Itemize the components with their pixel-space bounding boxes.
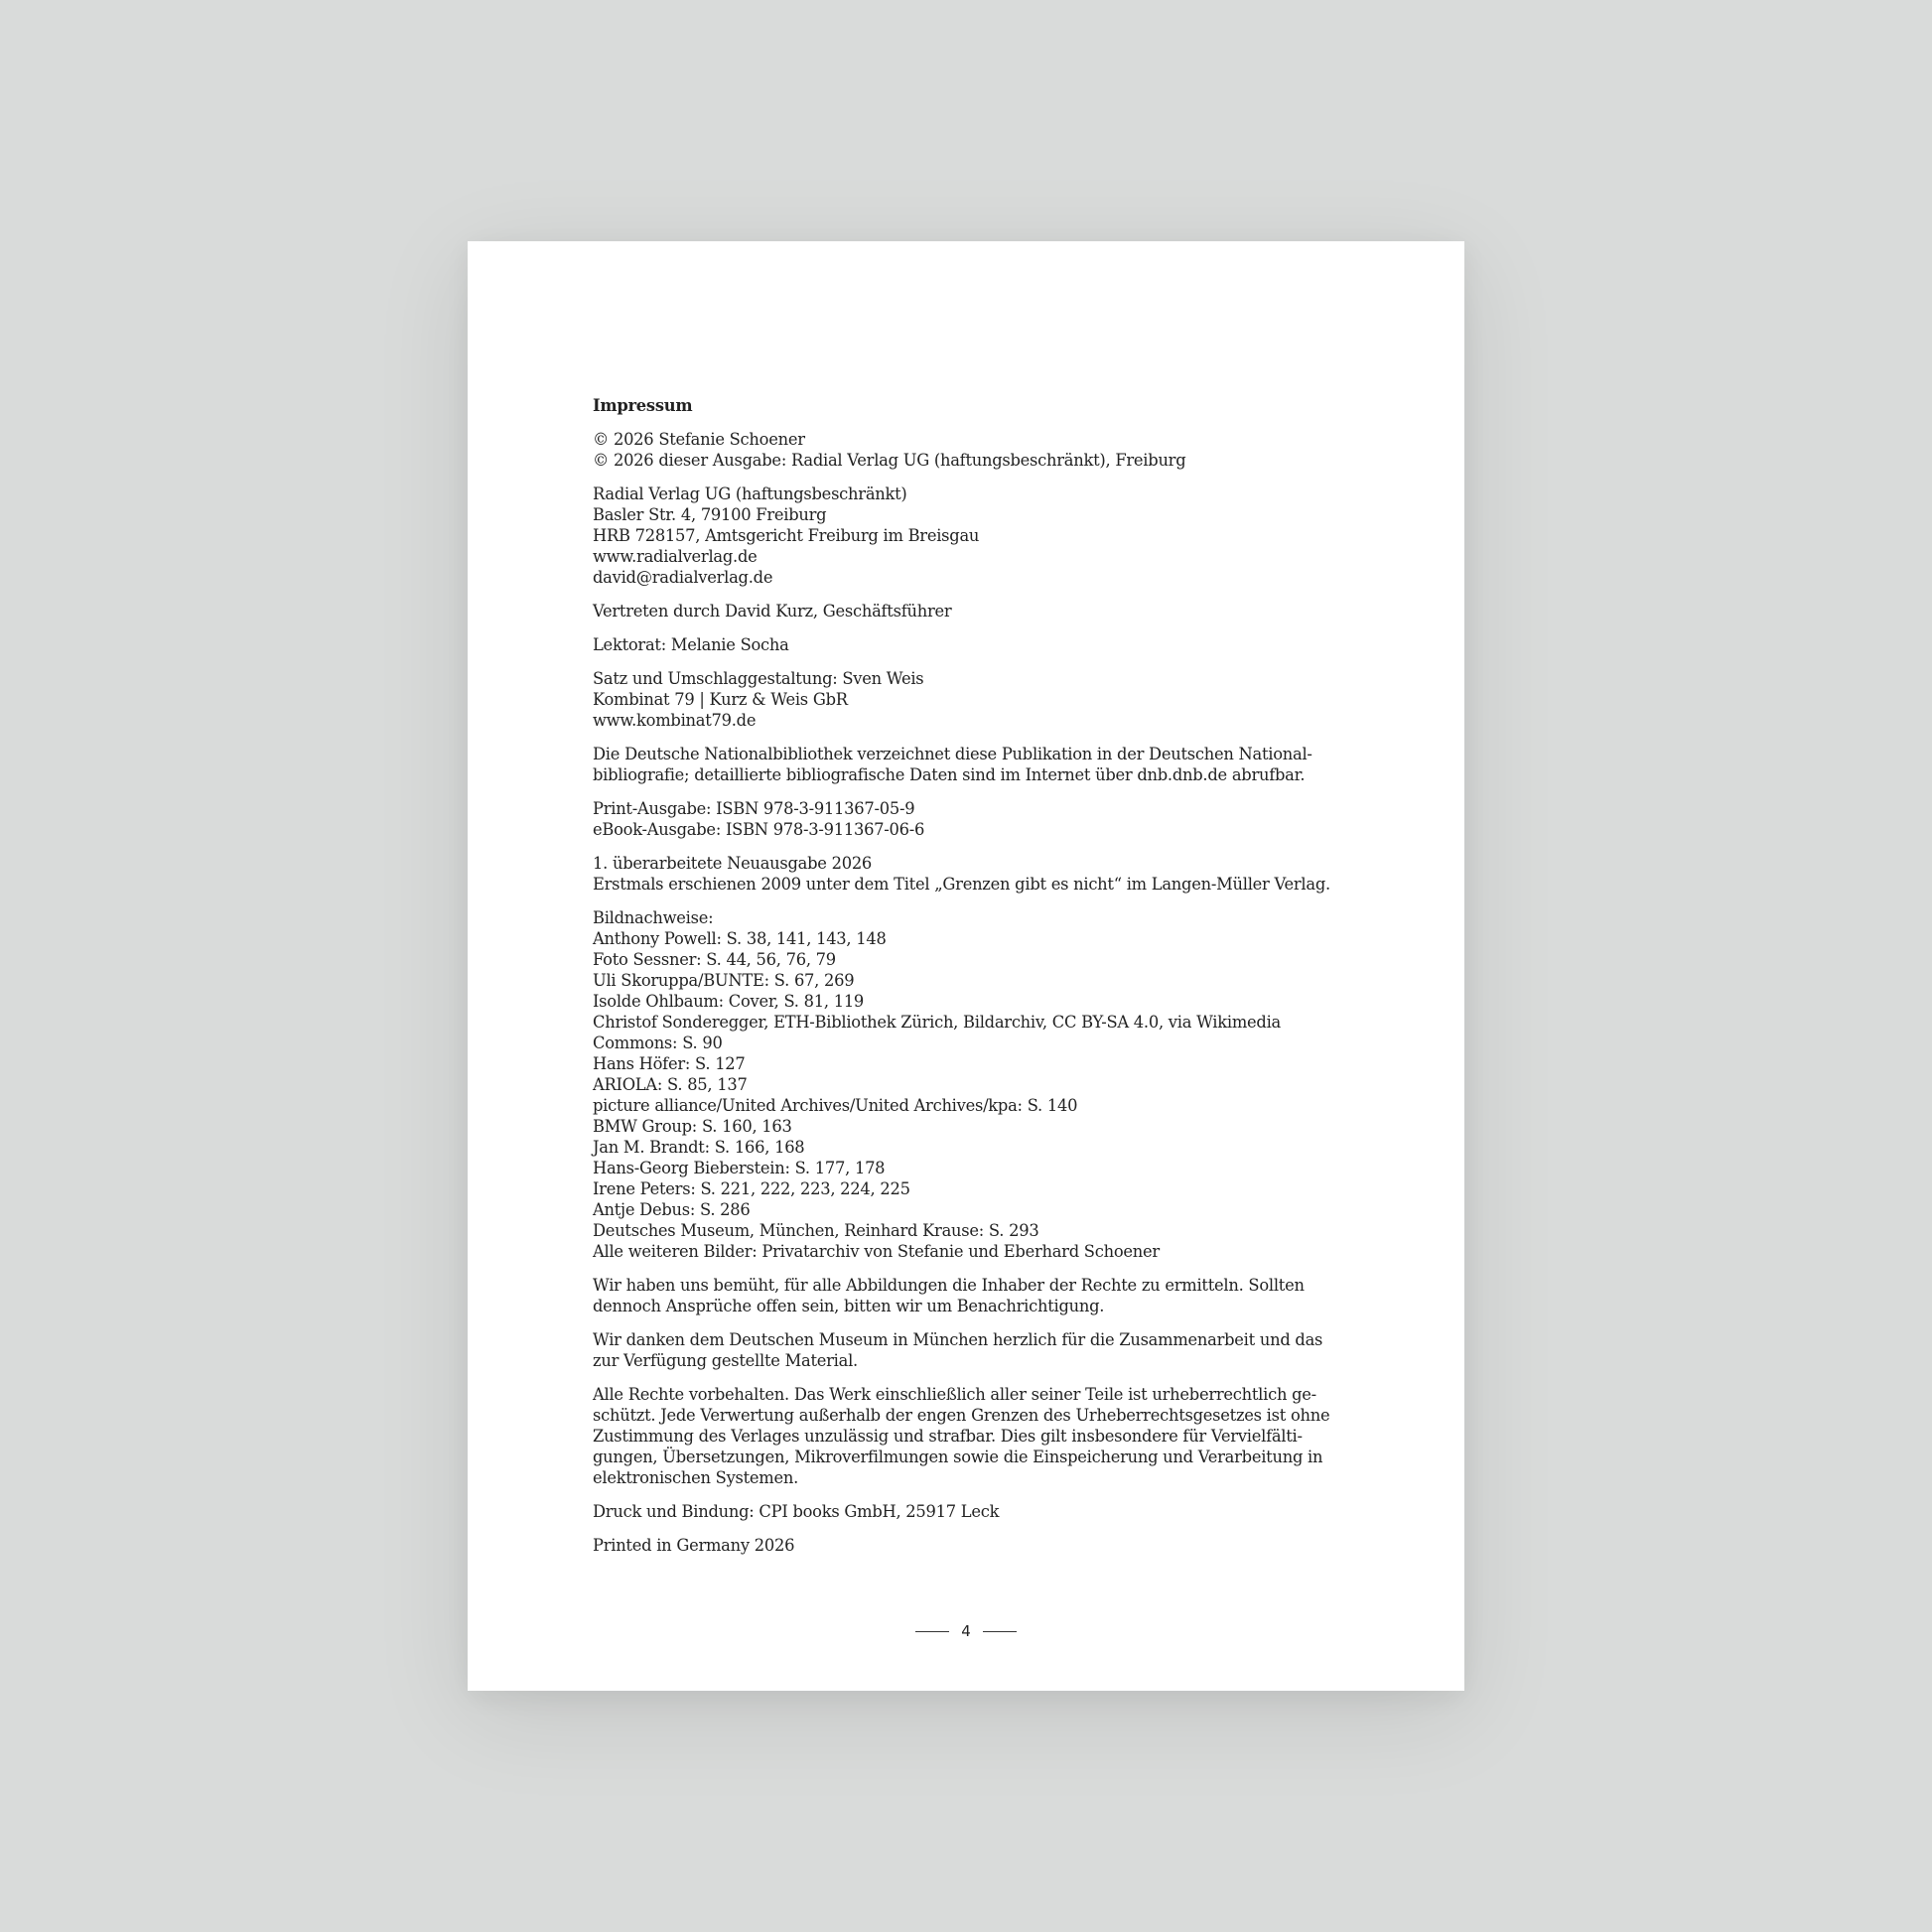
printed-in-line: Printed in Germany 2026 xyxy=(593,1536,795,1555)
credit-line: picture alliance/United Archives/United Archives/kpa: S. 140 xyxy=(593,1096,1078,1115)
credit-line: Isolde Ohlbaum: Cover, S. 81, 119 xyxy=(593,992,865,1011)
all-rights-line: schützt. Jede Verwertung außerhalb der engen Grenzen des Urheberrechtsgesetzes ist ohne xyxy=(593,1406,1330,1425)
design-line: Satz und Umschlaggestaltung: Sven Weis xyxy=(593,669,924,688)
all-rights-notice xyxy=(593,1384,1377,1488)
isbn-line: eBook-Ausgabe: ISBN 978-3-911367-06-6 xyxy=(593,820,925,839)
printed-in xyxy=(593,1535,1377,1556)
thanks-note xyxy=(593,1329,1377,1371)
rights-note-line: dennoch Ansprüche offen sein, bitten wir um Benachrichtigung. xyxy=(593,1297,1105,1315)
publisher-address: Basler Str. 4, 79100 Freiburg xyxy=(593,505,827,524)
represented-line: Vertreten durch David Kurz, Geschäftsführer xyxy=(593,602,952,621)
rights-note xyxy=(593,1275,1377,1316)
page-number-rule-left xyxy=(915,1631,949,1632)
copyright-block xyxy=(593,429,1377,471)
credit-line: BMW Group: S. 160, 163 xyxy=(593,1117,792,1136)
credit-line: Commons: S. 90 xyxy=(593,1034,723,1052)
design-credit xyxy=(593,668,1377,731)
editing-credit xyxy=(593,634,1377,655)
thanks-line: Wir danken dem Deutschen Museum in München herzlich für die Zusammenarbeit und das xyxy=(593,1330,1323,1349)
credit-line: Bildnachweise: xyxy=(593,908,714,927)
publisher-email: david@radialverlag.de xyxy=(593,568,773,587)
rights-note-line: Wir haben uns bemüht, für alle Abbildungen die Inhaber der Rechte zu ermitteln. Sollten xyxy=(593,1276,1305,1295)
credit-line: Foto Sessner: S. 44, 56, 76, 79 xyxy=(593,950,836,969)
printing-credit xyxy=(593,1501,1377,1522)
editing-line: Lektorat: Melanie Socha xyxy=(593,635,789,654)
image-credits xyxy=(593,907,1377,1262)
publisher-block xyxy=(593,483,1377,588)
publisher-website: www.radialverlag.de xyxy=(593,547,758,566)
thanks-line: zur Verfügung gestellte Material. xyxy=(593,1351,858,1370)
printing-line: Druck und Bindung: CPI books GmbH, 25917 Leck xyxy=(593,1502,1000,1521)
design-line: www.kombinat79.de xyxy=(593,711,757,730)
credit-line: Anthony Powell: S. 38, 141, 143, 148 xyxy=(593,929,887,948)
credit-line: Jan M. Brandt: S. 166, 168 xyxy=(593,1138,805,1157)
credit-line: Deutsches Museum, München, Reinhard Krause: S. 293 xyxy=(593,1221,1039,1240)
book-page xyxy=(468,241,1464,1691)
publisher-register: HRB 728157, Amtsgericht Freiburg im Breisgau xyxy=(593,526,980,545)
dnb-notice xyxy=(593,744,1377,785)
dnb-line: bibliografie; detaillierte bibliografische Daten sind im Internet über dnb.dnb.de abrufbar. xyxy=(593,765,1306,784)
isbn-block xyxy=(593,798,1377,840)
credit-line: Christof Sonderegger, ETH-Bibliothek Zürich, Bildarchiv, CC BY-SA 4.0, via Wikimedia xyxy=(593,1013,1281,1032)
credit-line: Uli Skoruppa/BUNTE: S. 67, 269 xyxy=(593,971,855,990)
all-rights-line: elektronischen Systemen. xyxy=(593,1468,799,1487)
all-rights-line: gungen, Übersetzungen, Mikroverfilmungen sowie die Einspeicherung und Verarbeitung in xyxy=(593,1448,1323,1466)
represented-by xyxy=(593,601,1377,621)
page-number-rule-right xyxy=(983,1631,1017,1632)
copyright-line: © 2026 Stefanie Schoener xyxy=(593,430,805,449)
edition-block xyxy=(593,853,1377,895)
credit-line: Hans-Georg Bieberstein: S. 177, 178 xyxy=(593,1159,886,1177)
credit-line: Alle weiteren Bilder: Privatarchiv von Stefanie und Eberhard Schoener xyxy=(593,1242,1160,1261)
edition-line: Erstmals erschienen 2009 unter dem Titel „Grenzen gibt es nicht“ im Langen-Müller Verlag. xyxy=(593,875,1330,894)
credit-line: ARIOLA: S. 85, 137 xyxy=(593,1075,748,1094)
design-line: Kombinat 79 | Kurz & Weis GbR xyxy=(593,690,848,709)
credit-line: Irene Peters: S. 221, 222, 223, 224, 225 xyxy=(593,1179,910,1198)
credit-line: Hans Höfer: S. 127 xyxy=(593,1054,746,1073)
page-title: Impressum xyxy=(593,396,693,415)
page-number-label: 4 xyxy=(961,1622,971,1640)
all-rights-line: Zustimmung des Verlages unzulässig und strafbar. Dies gilt insbesondere für Vervielfälti- xyxy=(593,1427,1303,1446)
dnb-line: Die Deutsche Nationalbibliothek verzeichnet diese Publikation in der Deutschen National- xyxy=(593,745,1312,763)
page-number xyxy=(468,1620,1464,1642)
credit-line: Antje Debus: S. 286 xyxy=(593,1200,751,1219)
imprint-text xyxy=(593,395,1377,1569)
publisher-name: Radial Verlag UG (haftungsbeschränkt) xyxy=(593,484,907,503)
isbn-line: Print-Ausgabe: ISBN 978-3-911367-05-9 xyxy=(593,799,915,818)
edition-line: 1. überarbeitete Neuausgabe 2026 xyxy=(593,854,873,873)
copyright-line: © 2026 dieser Ausgabe: Radial Verlag UG (haftungsbeschränkt), Freiburg xyxy=(593,451,1186,470)
all-rights-line: Alle Rechte vorbehalten. Das Werk einschließlich aller seiner Teile ist urheberrechtlich ge- xyxy=(593,1385,1316,1404)
